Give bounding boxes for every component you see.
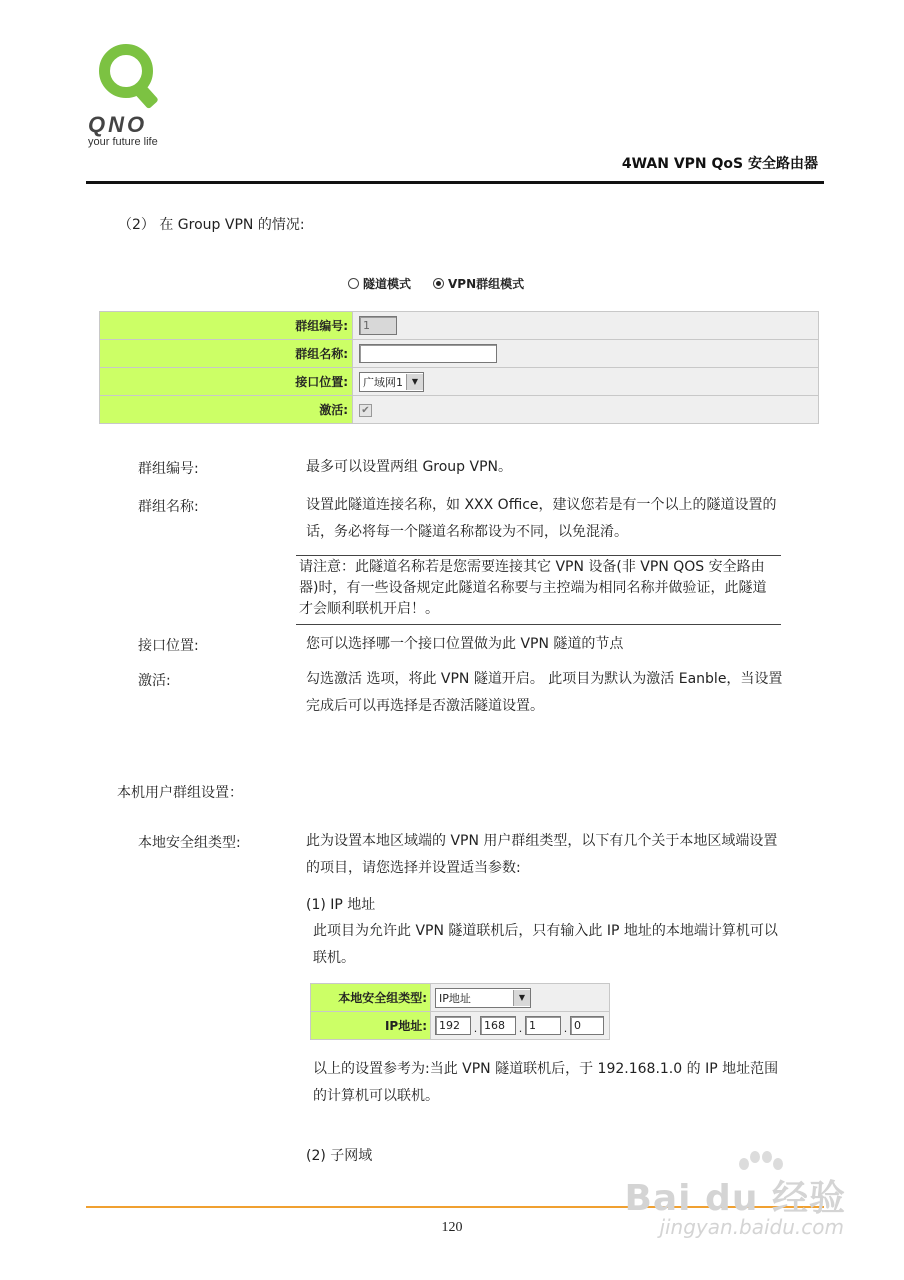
ip-label: IP地址:: [311, 1012, 431, 1040]
chevron-down-icon: ▼: [406, 374, 423, 390]
row-local-type: [311, 984, 610, 1012]
logo-text: QNO: [88, 112, 148, 137]
desc-local-type: 此为设置本地区域端的 VPN 用户群组类型，以下有几个关于本地区域端设置的项目，请您选择并设置适当参数:: [306, 833, 778, 876]
interface-select-value: 广域网1: [363, 375, 403, 389]
group-no-input[interactable]: 1: [359, 316, 397, 335]
enable-label: 激活:: [100, 396, 353, 424]
term-group-name: 群组名称:: [138, 499, 199, 515]
row-interface: [100, 368, 819, 396]
watermark-brand: Bai du 经验: [624, 1178, 846, 1219]
radio-off-icon: [348, 278, 359, 289]
term-local-type: 本地安全组类型:: [138, 835, 241, 851]
row-enable: [100, 396, 819, 424]
chevron-down-icon: ▼: [513, 990, 530, 1006]
radio-group-mode[interactable]: [433, 275, 524, 292]
radio-on-icon: [433, 278, 444, 289]
radio-group-label: VPN群组模式: [448, 277, 525, 291]
ip-octet-3[interactable]: 1: [525, 1016, 561, 1035]
note-box: 请注意：此隧道名称若是您需要连接其它 VPN 设备(非 VPN QOS 安全路由器)时，有一些设备规定此隧道名称要与主控端为相同名称并做验证，此隧道才会顺利联机开启！。: [296, 555, 781, 625]
desc-group-name: 设置此隧道连接名称，如 XXX Office，建议您若是有一个以上的隧道设置的话，务必将每一个隧道名称都设为不同，以免混淆。: [306, 497, 777, 540]
desc-enable: 勾选激活 选项，将此 VPN 隧道开启。 此项目为默认为激活 Eanble，当设置完成后可以再选择是否激活隧道设置。: [306, 671, 783, 714]
ip-octet-1[interactable]: 192: [435, 1016, 471, 1035]
watermark-url: jingyan.baidu.com: [659, 1215, 844, 1239]
local-ip-form: [310, 983, 610, 1040]
item1-desc: 此项目为允许此 VPN 隧道联机后，只有输入此 IP 地址的本地端计算机可以联机。: [313, 923, 778, 966]
item1-title: (1) IP 地址: [306, 897, 376, 913]
interface-select[interactable]: [359, 372, 424, 392]
product-title: 4WAN VPN QoS 安全路由器: [621, 156, 818, 172]
desc-interface: 您可以选择哪一个接口位置做为此 VPN 隧道的节点: [306, 636, 624, 652]
ip-separator: .: [563, 1022, 568, 1035]
radio-tunnel-label: 隧道模式: [363, 277, 412, 291]
group-no-label: 群组编号:: [100, 312, 353, 340]
logo-tail: [131, 81, 159, 110]
local-heading: 本机用户群组设置：: [117, 785, 243, 801]
term-group-no: 群组编号:: [138, 461, 199, 477]
page-number: 120: [441, 1220, 463, 1235]
header-rule: [86, 181, 824, 184]
item2-title: (2) 子网域: [306, 1148, 373, 1164]
term-interface: 接口位置:: [138, 638, 199, 654]
interface-label: 接口位置:: [100, 368, 353, 396]
local-type-select-value: IP地址: [439, 991, 471, 1005]
ip-separator: .: [473, 1022, 478, 1035]
local-type-select[interactable]: [435, 988, 531, 1008]
ip-octet-4[interactable]: 0: [570, 1016, 604, 1035]
mode-selector: [348, 275, 524, 292]
row-group-name: [100, 340, 819, 368]
desc-group-no: 最多可以设置两组 Group VPN。: [306, 459, 513, 475]
ip-separator: .: [518, 1022, 523, 1035]
ip-octet-2[interactable]: 168: [480, 1016, 516, 1035]
enable-checkbox[interactable]: ✔: [359, 404, 372, 417]
logo-tagline: your future life: [88, 136, 158, 148]
item1-example: 以上的设置参考为:当此 VPN 隧道联机后，于 192.168.1.0 的 IP 地址范围的计算机可以联机。: [313, 1061, 779, 1104]
term-enable: 激活:: [138, 673, 171, 689]
row-ip: [311, 1012, 610, 1040]
group-name-label: 群组名称:: [100, 340, 353, 368]
row-group-no: [100, 312, 819, 340]
local-type-label: 本地安全组类型:: [311, 984, 431, 1012]
section-intro: （2） 在 Group VPN 的情况:: [118, 217, 305, 233]
group-name-input[interactable]: [359, 344, 497, 363]
group-vpn-form: [99, 311, 819, 424]
radio-tunnel-mode[interactable]: [348, 275, 411, 292]
